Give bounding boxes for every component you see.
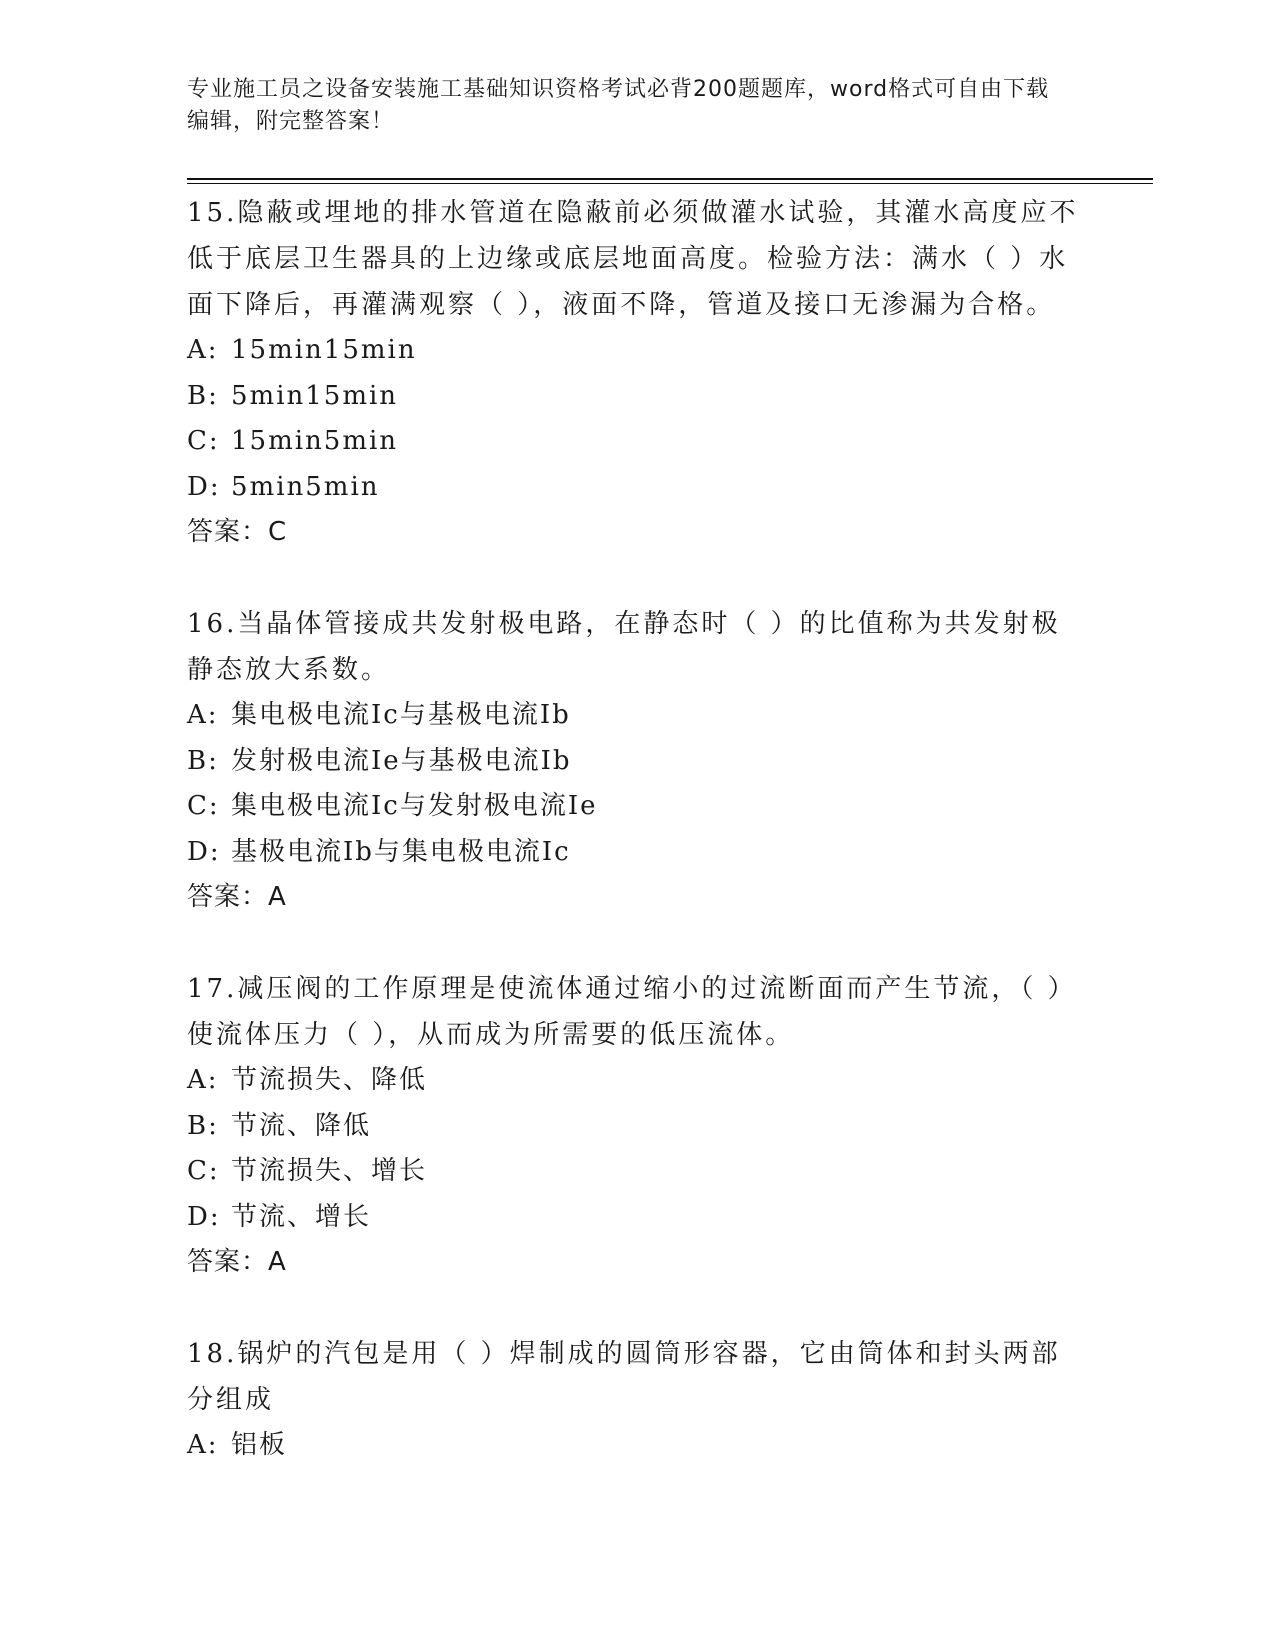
option-text: 15min15min bbox=[231, 335, 417, 365]
option-text: 发射极电流Ie与基极电流Ib bbox=[231, 745, 572, 776]
option-letter: D: bbox=[187, 1201, 221, 1232]
option-a bbox=[187, 693, 1087, 739]
question-stem: 17.减压阀的工作原理是使流体通过缩小的过流断面而产生节流，（ ）使流体压力（ ），从而成为所需要的低压流体。 bbox=[187, 974, 1077, 1050]
option-letter: A: bbox=[187, 1430, 219, 1460]
option-text: 节流、增长 bbox=[231, 1201, 372, 1232]
option-letter: B: bbox=[187, 745, 219, 776]
option-letter: A: bbox=[187, 1065, 219, 1095]
option-text: 5min15min bbox=[231, 380, 399, 411]
answer-label: 答案：C bbox=[187, 517, 288, 547]
option-c bbox=[187, 1149, 1087, 1195]
option-d bbox=[187, 830, 1087, 876]
answer-label: 答案：A bbox=[187, 1247, 287, 1277]
option-letter: D: bbox=[187, 836, 221, 867]
option-letter: D: bbox=[187, 471, 221, 502]
option-text: 集电极电流Ic与发射极电流Ie bbox=[231, 791, 598, 821]
option-letter: B: bbox=[187, 380, 219, 411]
option-text: 基极电流Ib与集电极电流Ic bbox=[231, 836, 571, 867]
question-16 bbox=[187, 601, 1087, 920]
question-list bbox=[187, 190, 1087, 1515]
option-text: 铝板 bbox=[231, 1430, 288, 1460]
option-text: 5min5min bbox=[231, 471, 380, 502]
answer-label: 答案：A bbox=[187, 882, 287, 912]
question-stem: 16.当晶体管接成共发射极电路，在静态时（ ）的比值称为共发射极静态放大系数。 bbox=[187, 609, 1061, 685]
question-18 bbox=[187, 1331, 1087, 1469]
question-stem: 18.锅炉的汽包是用（ ）焊制成的圆筒形容器，它由筒体和封头两部分组成 bbox=[187, 1339, 1061, 1415]
option-a bbox=[187, 1058, 1087, 1104]
option-c bbox=[187, 784, 1087, 830]
option-d bbox=[187, 1195, 1087, 1241]
option-letter: A: bbox=[187, 335, 219, 365]
option-letter: C: bbox=[187, 791, 220, 821]
question-stem: 15.隐蔽或埋地的排水管道在隐蔽前必须做灌水试验，其灌水高度应不低于底层卫生器具的上边缘或底层地面高度。检验方法：满水（ ）水面下降后，再灌满观察（ ），液面不降，管道及接口无渗漏为合格。 bbox=[187, 198, 1079, 320]
option-c bbox=[187, 419, 1087, 465]
option-text: 节流、降低 bbox=[231, 1110, 372, 1141]
option-b bbox=[187, 1104, 1087, 1150]
option-b bbox=[187, 739, 1087, 785]
option-b bbox=[187, 374, 1087, 420]
option-d bbox=[187, 465, 1087, 511]
question-17 bbox=[187, 966, 1087, 1285]
option-text: 集电极电流Ic与基极电流Ib bbox=[231, 700, 571, 730]
option-letter: C: bbox=[187, 1156, 220, 1186]
option-letter: A: bbox=[187, 700, 219, 730]
option-text: 节流损失、增长 bbox=[231, 1156, 428, 1186]
question-15 bbox=[187, 190, 1087, 555]
option-text: 15min5min bbox=[231, 426, 399, 456]
option-a bbox=[187, 328, 1087, 374]
option-a bbox=[187, 1423, 1087, 1469]
header-divider-thin bbox=[187, 183, 1153, 184]
option-letter: B: bbox=[187, 1110, 219, 1141]
document-header: 专业施工员之设备安装施工基础知识资格考试必背200题题库，word格式可自由下载编辑，附完整答案！ bbox=[187, 77, 1050, 134]
option-letter: C: bbox=[187, 426, 220, 456]
header-divider-thick bbox=[187, 178, 1153, 180]
option-text: 节流损失、降低 bbox=[231, 1065, 428, 1095]
